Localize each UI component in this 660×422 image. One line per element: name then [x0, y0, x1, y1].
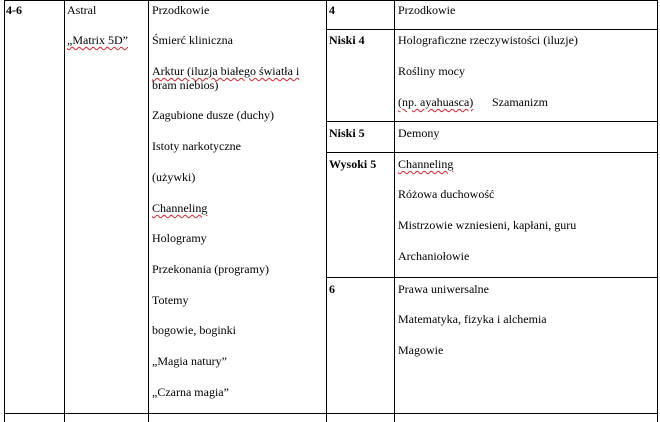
right-level: Wysoki 5: [329, 157, 377, 171]
left-item: Totemy: [152, 293, 189, 307]
right-item: Przodkowie: [398, 3, 456, 17]
right-item: [398, 95, 473, 109]
right-item-text: (np. ayahuasca): [398, 95, 474, 109]
left-item: Arktur (iluzja białego światła i: [152, 64, 300, 78]
table-border-right: [657, 0, 658, 422]
right-level: 6: [329, 282, 335, 296]
left-item: Przodkowie: [152, 3, 210, 17]
right-item: Prawa uniwersalne: [398, 282, 489, 296]
left-item: Zagubione dusze (duchy): [152, 108, 274, 122]
left-item: (używki): [152, 170, 196, 184]
left-item: Śmierć kliniczna: [152, 33, 233, 47]
column-divider: [148, 0, 149, 422]
left-item: „Magia natury”: [152, 354, 227, 368]
left-name-line1: Astral: [67, 3, 97, 17]
right-item: Rośliny mocy: [398, 64, 466, 78]
left-item: Channeling: [152, 201, 208, 215]
right-level: Niski 5: [329, 126, 365, 140]
column-divider: [326, 0, 327, 422]
right-item: Matematyka, fizyka i alchemia: [398, 312, 547, 326]
column-divider: [64, 0, 65, 422]
left-level: 4-6: [6, 3, 22, 17]
left-item: Przekonania (programy): [152, 262, 269, 276]
column-divider: [394, 0, 395, 422]
row-divider: [326, 152, 658, 153]
left-item: bram niebios): [152, 78, 219, 92]
row-divider: [326, 121, 658, 122]
left-item: bogowie, boginki: [152, 323, 236, 337]
right-item: Szamanizm: [492, 95, 548, 109]
left-item: „Czarna magia”: [152, 385, 229, 399]
row-divider: [326, 277, 658, 278]
left-item: Hologramy: [152, 231, 207, 245]
right-item: Mistrzowie wzniesieni, kapłani, guru: [398, 218, 577, 232]
right-item: Magowie: [398, 343, 444, 357]
row-divider: [326, 29, 658, 30]
right-level: 4: [329, 3, 335, 17]
right-level: Niski 4: [329, 33, 365, 47]
right-item: Różowa duchowość: [398, 187, 495, 201]
table-border-left: [4, 0, 5, 422]
left-item: Istoty narkotyczne: [152, 139, 241, 153]
right-item: Holograficzne rzeczywistości (iluzje): [398, 33, 578, 47]
table-border-top: [4, 0, 658, 1]
left-name-line2-text: „Matrix 5D”: [67, 33, 128, 47]
row-divider: [4, 413, 658, 414]
right-item: Channeling: [398, 157, 454, 171]
right-item: Archaniołowie: [398, 249, 470, 263]
left-name-line2: [67, 33, 128, 47]
right-item: Demony: [398, 126, 440, 140]
